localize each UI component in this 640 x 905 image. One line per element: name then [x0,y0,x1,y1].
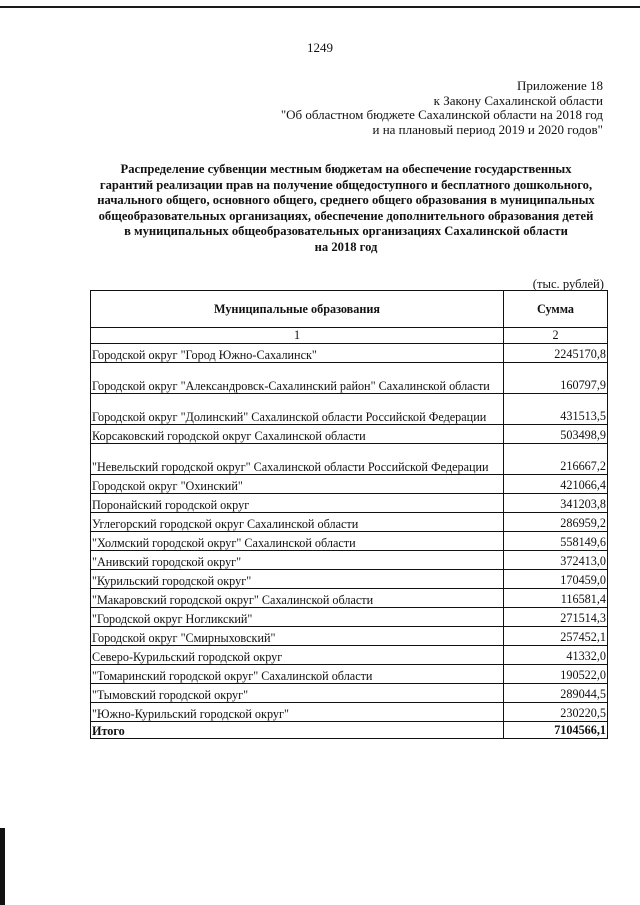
subvention-amount: 216667,2 [504,444,608,475]
municipality-name: "Южно-Курильский городской округ" [91,703,504,722]
municipality-name: Городской округ "Смирныховский" [91,627,504,646]
subvention-amount: 160797,9 [504,363,608,394]
table-row [91,532,608,551]
units-label: (тыс. рублей) [532,277,604,291]
title-line: Распределение субвенции местным бюджетам на обеспечение государственных [120,162,572,176]
document-title [80,162,612,256]
subvention-table [90,290,608,739]
table-row [91,570,608,589]
column-index: 2 [504,328,608,344]
title-line: начального общего, основного общего, среднего общего образования в муниципальных [97,193,595,208]
table-header-row [91,291,608,328]
municipality-name: "Невельский городской округ" Сахалинской области Российской Федерации [91,444,504,475]
header-municipality: Муниципальные образования [91,291,504,328]
subvention-amount: 2245170,8 [504,344,608,363]
subvention-amount: 190522,0 [504,665,608,684]
column-index-row [91,328,608,344]
subvention-amount: 257452,1 [504,627,608,646]
table-row [91,494,608,513]
municipality-name: "Городской округ Ногликский" [91,608,504,627]
table-row [91,646,608,665]
subvention-amount: 341203,8 [504,494,608,513]
appendix-line: "Об областном бюджете Сахалинской области на 2018 год [280,107,603,123]
title-line: общеобразовательных организациях, обеспечение дополнительного образования детей [98,208,594,223]
total-row [91,722,608,739]
subvention-amount: 41332,0 [504,646,608,665]
municipality-name: "Томаринский городской округ" Сахалинской области [91,665,504,684]
title-line: гарантий реализации прав на получение общедоступного и бесплатного дошкольного, [99,177,593,192]
table-row [91,513,608,532]
subvention-amount: 503498,9 [504,425,608,444]
title-line: на 2018 год [314,239,378,254]
subvention-amount: 421066,4 [504,475,608,494]
municipality-name: Корсаковский городской округ Сахалинской области [91,425,504,444]
top-rule [0,6,640,8]
table-row [91,627,608,646]
subvention-amount: 431513,5 [504,394,608,425]
table-row [91,665,608,684]
table-row [91,425,608,444]
subvention-amount: 230220,5 [504,703,608,722]
municipality-name: "Анивский городской округ" [91,551,504,570]
subvention-amount: 558149,6 [504,532,608,551]
municipality-name: Городской округ "Долинский" Сахалинской области Российской Федерации [91,394,504,425]
municipality-name: "Тымовский городской округ" [91,684,504,703]
subvention-amount: 116581,4 [504,589,608,608]
column-index: 1 [91,328,504,344]
total-amount: 7104566,1 [504,722,608,739]
subvention-amount: 170459,0 [504,570,608,589]
appendix-line: к Закону Сахалинской области [433,92,603,108]
title-line: в муниципальных общеобразовательных организациях Сахалинской области [124,224,568,239]
municipality-name: "Холмский городской округ" Сахалинской области [91,532,504,551]
municipality-name: Городской округ "Охинский" [91,475,504,494]
municipality-name: Городской округ "Город Южно-Сахалинск" [91,344,504,363]
table-row [91,475,608,494]
scan-edge-mark [0,828,5,905]
table-row [91,551,608,570]
municipality-name: Углегорский городской округ Сахалинской области [91,513,504,532]
total-label: Итого [91,722,504,739]
table-row [91,394,608,425]
municipality-name: Северо-Курильский городской округ [91,646,504,665]
table-row [91,589,608,608]
subvention-amount: 271514,3 [504,608,608,627]
municipality-name: Городской округ "Александровск-Сахалинский район" Сахалинской области [91,363,504,394]
subvention-amount: 372413,0 [504,551,608,570]
municipality-name: "Макаровский городской округ" Сахалинской области [91,589,504,608]
subvention-amount: 289044,5 [504,684,608,703]
municipality-name: Поронайский городской округ [91,494,504,513]
subvention-amount: 286959,2 [504,513,608,532]
appendix-line: и на плановый период 2019 и 2020 годов" [372,122,603,138]
municipality-name: "Курильский городской округ" [91,570,504,589]
table-row [91,344,608,363]
table-row [91,444,608,475]
appendix-reference [281,79,603,138]
table-row [91,684,608,703]
page-number: 1249 [307,40,333,55]
appendix-line: Приложение 18 [516,78,603,93]
table-row [91,608,608,627]
table-row [91,363,608,394]
header-sum: Сумма [504,291,608,328]
table-row [91,703,608,722]
